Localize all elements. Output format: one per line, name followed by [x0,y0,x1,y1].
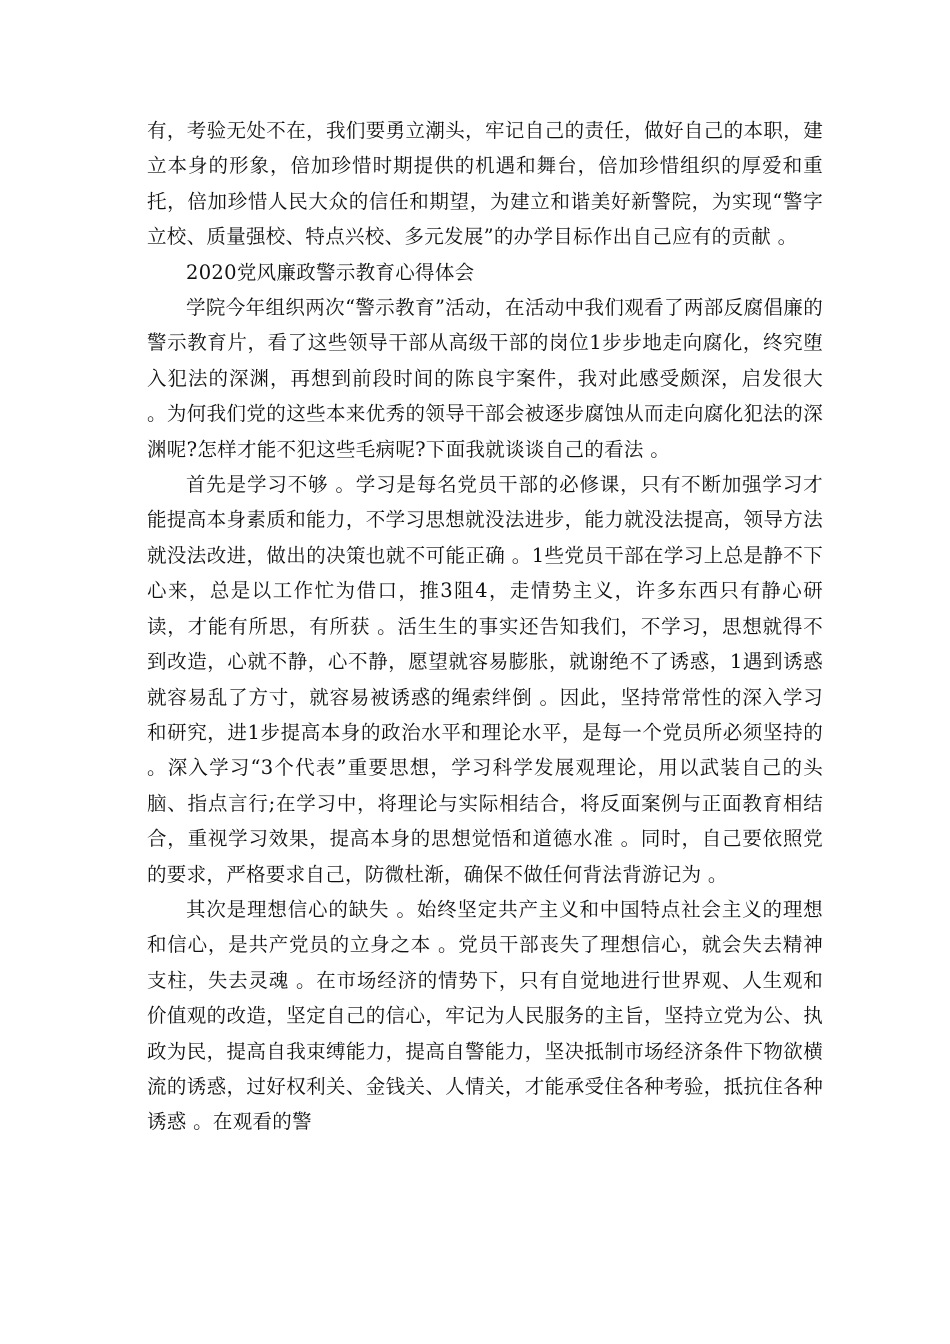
body-paragraph-1: 学院今年组织两次“警示教育”活动，在活动中我们观看了两部反腐倡廉的警示教育片，看了这些领导干部从高级干部的岗位1步步地走向腐化，终究堕入犯法的深渊，再想到前段时间的陈良宇案件，我对此感受颇深，启发很大 。为何我们党的这些本来优秀的领导干部会被逐步腐蚀从而走向腐化犯法的深渊呢?怎样才能不犯这些毛病呢?下面我就谈谈自己的看法 。 [147,296,823,461]
body-paragraph-3: 其次是理想信心的缺失 。始终坚定共产主义和中国特点社会主义的理想和信心，是共产党员的立身之本 。党员干部丧失了理想信心，就会失去精神支柱，失去灵魂 。在市场经济的情势下，只有自觉地进行世界观、人生观和价值观的改造，坚定自己的信心，牢记为人民服务的主旨，坚持立党为公、执政为民，提高自我束缚能力，提高自警能力，坚决抵制市场经济条件下物欲横流的诱惑，过好权利关、金钱关、人情关，才能承受住各种考验，抵抗住各种诱惑 。在观看的警 [147,897,823,1134]
intro-paragraph: 有，考验无处不在，我们要勇立潮头，牢记自己的责任，做好自己的本职，建立本身的形象，倍加珍惜时期提供的机遇和舞台，倍加珍惜组织的厚爱和重托，倍加珍惜人民大众的信任和期望，为建立和谐美好新警院，为实现“警字立校、质量强校、特点兴校、多元发展”的办学目标作出自己应有的贡献 。 [147,119,823,249]
body-paragraph-2: 首先是学习不够 。学习是每名党员干部的必修课，只有不断加强学习才能提高本身素质和能力，不学习思想就没法进步，能力就没法提高，领导方法就没法改进，做出的决策也就不可能正确 。1些党员干部在学习上总是静不下心来，总是以工作忙为借口，推3阻4，走情势主义，许多东西只有静心研读，才能有所思，有所获 。活生生的事实还告知我们，不学习，思想就得不到改造，心就不静，心不静，愿望就容易膨胀，就谢绝不了诱惑，1遇到诱惑就容易乱了方寸，就容易被诱惑的绳索绊倒 。因此，坚持常常性的深入学习和研究，进1步提高本身的政治水平和理论水平，是每一个党员所必须坚持的 。深入学习“3个代表”重要思想，学习科学发展观理论，用以武装自己的头脑、指点言行;在学习中，将理论与实际相结合，将反面案例与正面教育相结合，重视学习效果，提高本身的思想觉悟和道德水准 。同时，自己要依照党的要求，严格要求自己，防微杜渐，确保不做任何背法背游记为 。 [147,473,823,886]
document-page [147,113,823,1140]
section-title: 2020党风廉政警示教育心得体会 [186,260,475,284]
